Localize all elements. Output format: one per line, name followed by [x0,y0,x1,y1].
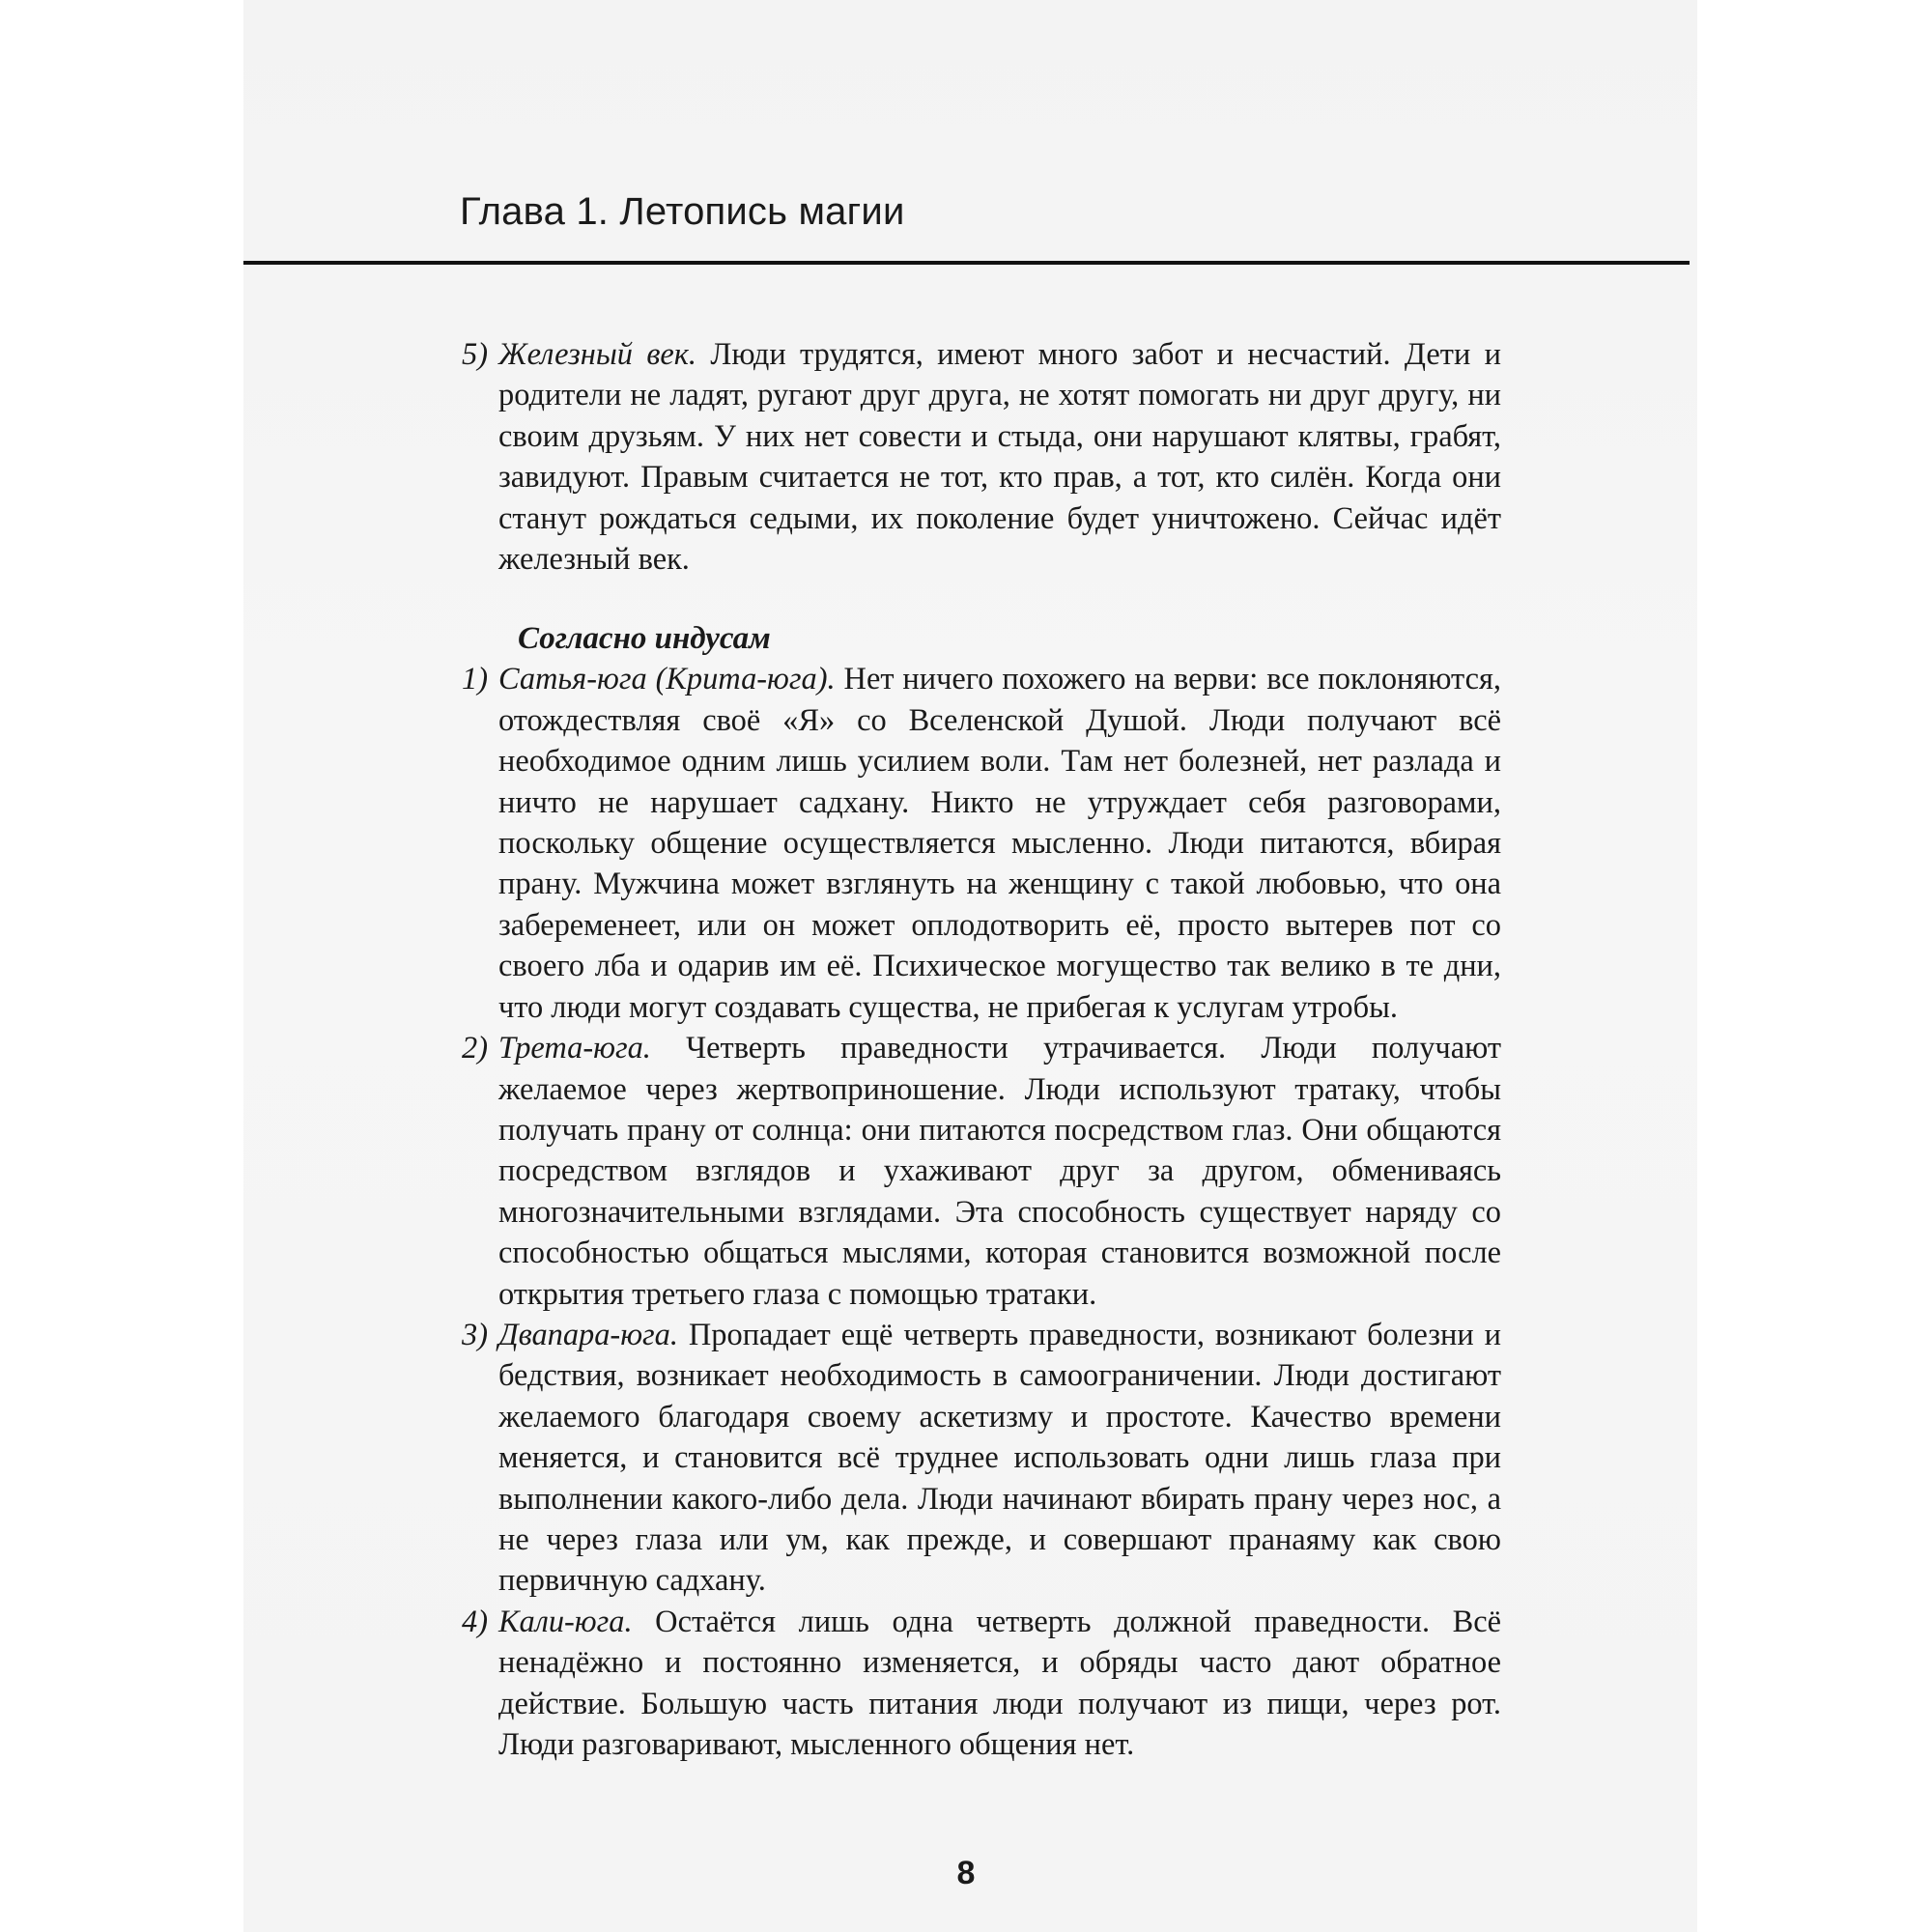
list-item-term: Сатья-юга (Крита-юга). [498,662,836,697]
list-item-term: Трета-юга. [498,1031,651,1066]
list-item-text: Нет ничего похожего на верви: все поклоняются, отождествляя своё «Я» со Вселенской Душой. Люди получают всё необходимое одним лишь усилием воли. Там нет болезней, нет разлада и ничто не нарушает садхану. Никто не утруждает себя разговорами, поскольку общение осуществляется мысленно. Люди питаются, вбирая прану. Мужчина может взглянуть на женщину с такой любовью, что она забеременеет, или он может оплодотворить её, просто вытерев пот со своего лба и одарив им её. Психическое могущество так велико в те дни, что люди могут создавать существа, не прибегая к услугам утробы. [498,662,1501,1025]
list-item-text: Четверть праведности утрачивается. Люди получают желаемое через жертвоприношение. Люди используют тратаку, чтобы получать прану от солнца: они питаются посредством глаз. Они общаются посредством взглядов и ухаживают друг за другом, обмениваясь многозначительными взглядами. Эта способность существует наряду со способностью общаться мыслями, которая становится возможной после открытия третьего глаза с помощью тратаки. [498,1031,1501,1312]
header-rule [243,261,1690,265]
list-item-text: Остаётся лишь одна четверть должной праведности. Всё ненадёжно и постоянно изменяется, и обряды часто дают обратное действие. Большую часть питания люди получают из пищи, через рот. Люди разговаривают, мысленного общения нет. [498,1604,1501,1762]
list-item-treta-yuga [462,1028,1501,1315]
list-item-text: Пропадает ещё четверть праведности, возникают болезни и бедствия, возникает необходимость в самоограничении. Люди достигают желаемого благодаря своему аскетизму и простоте. Качество времени меняется, и становится всё труднее использовать одни лишь глаза при выполнении какого-либо дела. Люди начинают вбирать прану через нос, а не через глаза или ум, как прежде, и совершают пранаяму как свою первичную садхану. [498,1317,1501,1599]
list-item-kali-yuga [462,1602,1501,1766]
list-item-term: Кали-юга. [498,1604,633,1639]
list-item-number: 1) [462,662,488,697]
list-item-iron-age [462,334,1501,580]
section-heading: Согласно индусам [518,621,771,657]
chapter-title: Глава 1. Летопись магии [460,190,905,233]
list-item-number: 3) [462,1317,488,1352]
list-item-dvapara-yuga [462,1315,1501,1602]
list-item-term: Двапара-юга. [498,1317,678,1352]
list-item-term: Железный век. [498,337,696,372]
list-item-number: 4) [462,1604,488,1639]
list-item-number: 2) [462,1031,488,1066]
page-number: 8 [956,1855,976,1891]
page-body [462,334,1501,1765]
list-item-satya-yuga [462,659,1501,1028]
list-item-number: 5) [462,337,488,372]
list-item-text: Люди трудятся, имеют много забот и несчастий. Дети и родители не ладят, ругают друг друга, не хотят помогать ни друг другу, ни своим друзьям. У них нет совести и стыда, они нарушают клятвы, грабят, завидуют. Правым считается не тот, кто прав, а тот, кто силён. Когда они станут рождаться седыми, их поколение будет уничтожено. Сейчас идёт железный век. [498,337,1501,578]
